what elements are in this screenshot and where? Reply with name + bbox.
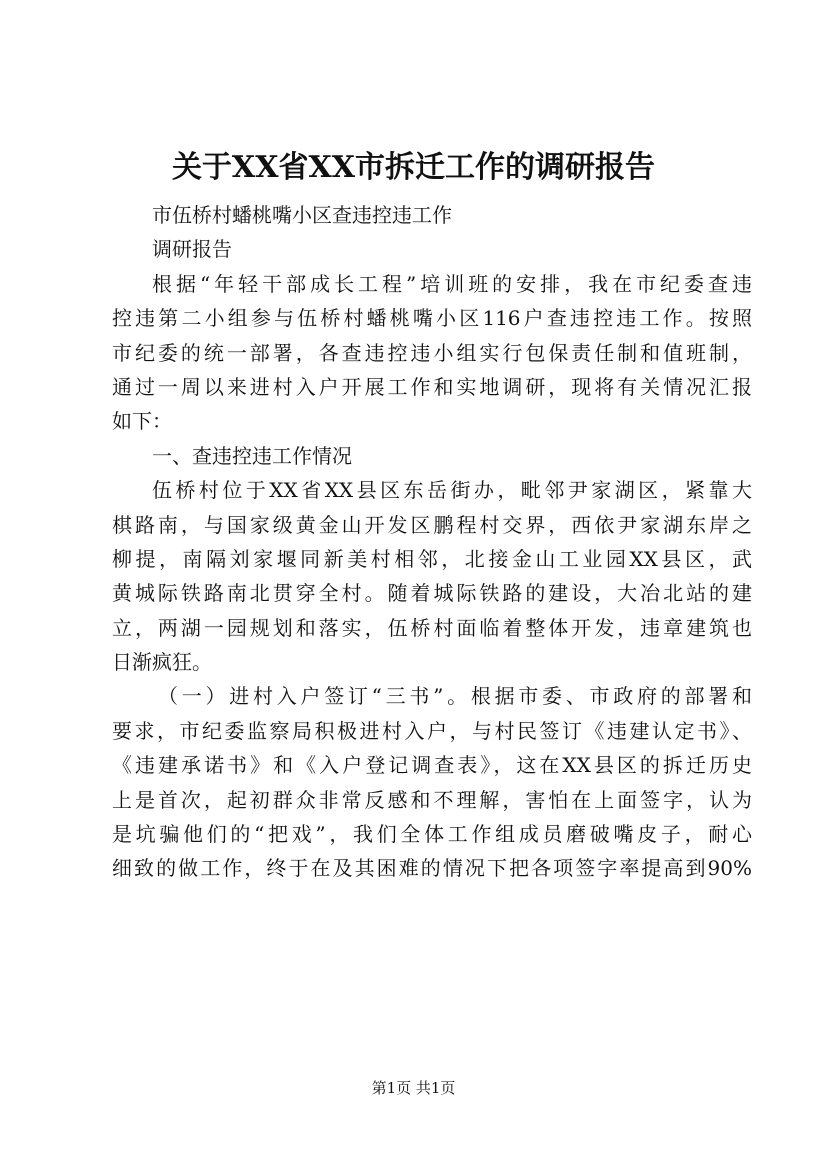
body-line: 细致的做工作，终于在及其困难的情况下把各项签字率提高到90% [112,856,752,881]
document-title: 关于XX省XX市拆迁工作的调研报告 [171,150,656,185]
page-footer: 第1页 共1页 [371,1079,456,1097]
body-line: 通过一周以来进村入户开展工作和实地调研，现将有关情况汇报 [112,374,752,399]
body-line: 如下： [112,409,172,434]
body-line: 一、查违控违工作情况 [152,443,352,468]
body-line: 伍桥村位于XX省XX县区东岳街办，毗邻尹家湖区，紧靠大 [152,478,752,503]
body-line: 上是首次，起初群众非常反感和不理解，害怕在上面签字，认为 [112,787,752,812]
body-line: 调研报告 [152,237,232,262]
body-line: 棋路南，与国家级黄金山开发区鹏程村交界，西依尹家湖东岸之 [112,512,752,537]
body-line: 市纪委的统一部署，各查违控违小组实行包保责任制和值班制， [112,340,752,365]
body-line: 要求，市纪委监察局积极进村入户，与村民签订《违建认定书》、 [112,718,752,743]
body-line: （一）进村入户签订“三书”。根据市委、市政府的部署和 [158,684,752,709]
body-line: 是坑骗他们的“把戏”，我们全体工作组成员磨破嘴皮子，耐心 [112,822,752,847]
body-line: 根据“年轻干部成长工程”培训班的安排，我在市纪委查违 [152,271,752,296]
document-body [112,198,752,886]
body-line: 市伍桥村蟠桃嘴小区查违控违工作 [152,203,452,227]
body-line: 立，两湖一园规划和落实，伍桥村面临着整体开发，违章建筑也 [112,615,752,640]
body-line: 黄城际铁路南北贯穿全村。随着城际铁路的建设，大冶北站的建 [112,581,752,606]
body-line: 柳提，南隔刘家堰同新美村相邻，北接金山工业园XX县区，武 [112,546,752,571]
body-line: 日渐疯狂。 [112,650,212,675]
body-line: 控违第二小组参与伍桥村蟠桃嘴小区116户查违控违工作。按照 [112,306,752,331]
body-line: 《违建承诺书》和《入户登记调查表》，这在XX县区的拆迁历史 [112,753,752,778]
